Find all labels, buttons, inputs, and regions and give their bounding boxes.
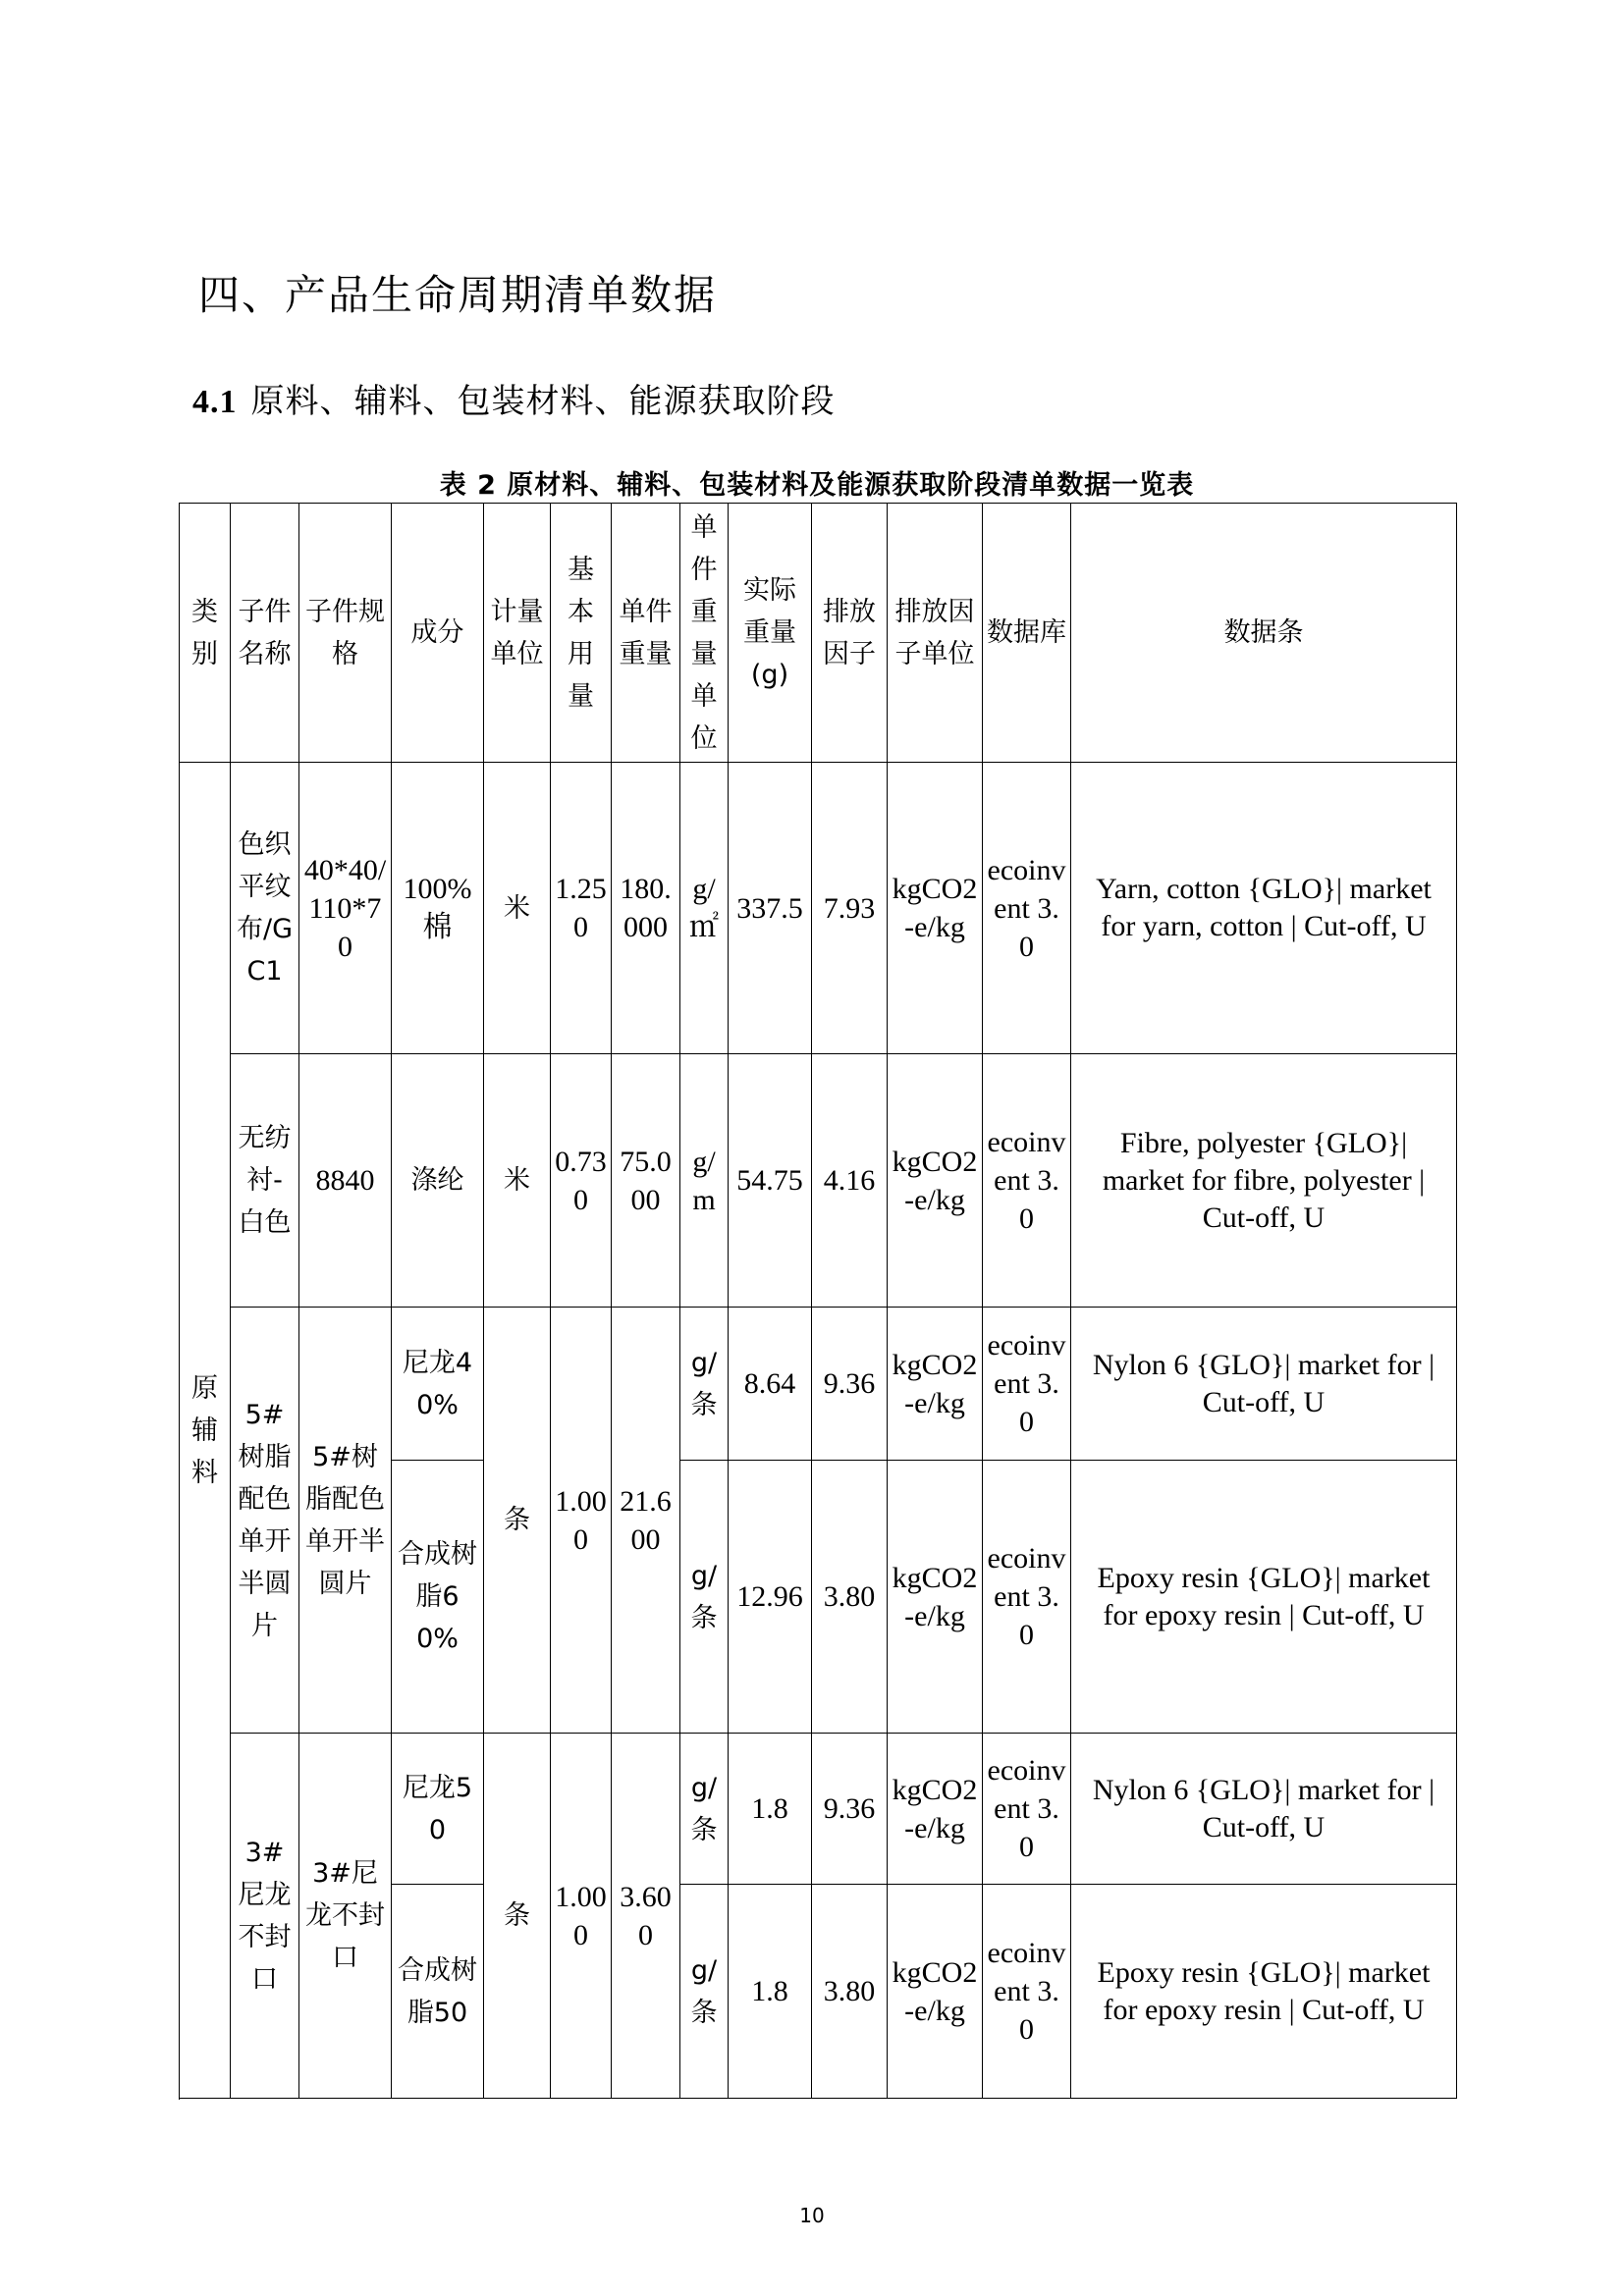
data-entry-cell: Epoxy resin {GLO}| market for epoxy resin | Cut-off, U <box>1071 1885 1457 2099</box>
item-spec-cell: 5#树脂配色单开半圆片 <box>299 1308 392 1734</box>
unit-weight-cell: 3.600 <box>612 1734 680 2099</box>
factor-cell: 4.16 <box>812 1054 888 1308</box>
composition-cell: 尼龙40% <box>392 1308 484 1461</box>
table-row <box>180 1054 1457 1308</box>
header-row <box>180 504 1457 763</box>
weight-unit-cell: g/条 <box>680 1734 729 1885</box>
composition-cell: 涤纶 <box>392 1054 484 1308</box>
header-cell: 数据库 <box>983 504 1071 763</box>
item-name-cell: 3#尼龙不封口 <box>231 1734 299 2099</box>
data-entry-cell: Yarn, cotton {GLO}| market for yarn, cotton | Cut-off, U <box>1071 763 1457 1054</box>
factor-unit-cell: kgCO2-e/kg <box>888 1308 983 1461</box>
factor-cell: 3.80 <box>812 1461 888 1734</box>
composition-cell: 尼龙50 <box>392 1734 484 1885</box>
header-cell: 类别 <box>180 504 231 763</box>
base-qty-cell: 1.250 <box>551 763 612 1054</box>
database-cell: ecoinvent 3.0 <box>983 1885 1071 2099</box>
lifecycle-inventory-table <box>179 503 1457 2099</box>
header-cell: 排放因子 <box>812 504 888 763</box>
actual-weight-cell: 12.96 <box>729 1461 812 1734</box>
actual-weight-cell: 1.8 <box>729 1885 812 2099</box>
header-cell: 单件重量单位 <box>680 504 729 763</box>
factor-cell: 9.36 <box>812 1308 888 1461</box>
factor-unit-cell: kgCO2-e/kg <box>888 1734 983 1885</box>
chapter-heading: 四、产品生命周期清单数据 <box>198 271 718 319</box>
factor-cell: 3.80 <box>812 1885 888 2099</box>
item-name-cell: 无纺衬-白色 <box>231 1054 299 1308</box>
item-spec-cell: 3#尼龙不封口 <box>299 1734 392 2099</box>
header-cell: 数据条 <box>1071 504 1457 763</box>
database-cell: ecoinvent 3.0 <box>983 1054 1071 1308</box>
database-cell: ecoinvent 3.0 <box>983 763 1071 1054</box>
section-title: 原料、辅料、包装材料、能源获取阶段 <box>250 382 836 421</box>
table-row <box>180 763 1457 1054</box>
unit-weight-cell: 180.000 <box>612 763 680 1054</box>
header-cell: 子件规格 <box>299 504 392 763</box>
unit-cell: 米 <box>484 763 551 1054</box>
category-cell: 原辅料 <box>180 763 231 2099</box>
composition-cell: 合成树脂50 <box>392 1885 484 2099</box>
unit-weight-cell: 75.000 <box>612 1054 680 1308</box>
unit-weight-cell: 21.600 <box>612 1308 680 1734</box>
data-entry-cell: Fibre, polyester {GLO}| market for fibre, polyester | Cut-off, U <box>1071 1054 1457 1308</box>
unit-cell: 条 <box>484 1734 551 2099</box>
header-cell: 单件重量 <box>612 504 680 763</box>
actual-weight-cell: 54.75 <box>729 1054 812 1308</box>
unit-cell: 条 <box>484 1308 551 1734</box>
factor-unit-cell: kgCO2-e/kg <box>888 763 983 1054</box>
header-cell: 成分 <box>392 504 484 763</box>
database-cell: ecoinvent 3.0 <box>983 1461 1071 1734</box>
page-number: 10 <box>799 2204 825 2227</box>
factor-cell: 9.36 <box>812 1734 888 1885</box>
data-entry-cell: Nylon 6 {GLO}| market for | Cut-off, U <box>1071 1308 1457 1461</box>
header-cell: 计量单位 <box>484 504 551 763</box>
base-qty-cell: 0.730 <box>551 1054 612 1308</box>
unit-cell: 米 <box>484 1054 551 1308</box>
composition-cell: 100%棉 <box>392 763 484 1054</box>
item-name-cell: 5#树脂配色单开半圆片 <box>231 1308 299 1734</box>
header-cell: 基本用量 <box>551 504 612 763</box>
header-cell: 子件名称 <box>231 504 299 763</box>
section-number: 4.1 <box>192 384 238 420</box>
header-cell: 排放因子单位 <box>888 504 983 763</box>
table-caption: 表 2 原材料、辅料、包装材料及能源获取阶段清单数据一览表 <box>439 470 1195 501</box>
weight-unit-cell: g/m <box>680 1054 729 1308</box>
factor-unit-cell: kgCO2-e/kg <box>888 1054 983 1308</box>
database-cell: ecoinvent 3.0 <box>983 1734 1071 1885</box>
database-cell: ecoinvent 3.0 <box>983 1308 1071 1461</box>
factor-unit-cell: kgCO2-e/kg <box>888 1885 983 2099</box>
item-spec-cell: 40*40/110*70 <box>299 763 392 1054</box>
weight-unit-cell: g/条 <box>680 1885 729 2099</box>
table-row <box>180 1308 1457 1461</box>
base-qty-cell: 1.000 <box>551 1308 612 1734</box>
data-entry-cell: Nylon 6 {GLO}| market for | Cut-off, U <box>1071 1734 1457 1885</box>
actual-weight-cell: 1.8 <box>729 1734 812 1885</box>
weight-unit-cell: g/㎡ <box>680 763 729 1054</box>
data-entry-cell: Epoxy resin {GLO}| market for epoxy resin | Cut-off, U <box>1071 1461 1457 1734</box>
factor-cell: 7.93 <box>812 763 888 1054</box>
composition-cell: 合成树脂60% <box>392 1461 484 1734</box>
item-spec-cell: 8840 <box>299 1054 392 1308</box>
factor-unit-cell: kgCO2-e/kg <box>888 1461 983 1734</box>
actual-weight-cell: 337.5 <box>729 763 812 1054</box>
header-cell: 实际重量(g) <box>729 504 812 763</box>
table-row <box>180 1734 1457 1885</box>
section-heading <box>192 374 836 422</box>
base-qty-cell: 1.000 <box>551 1734 612 2099</box>
weight-unit-cell: g/条 <box>680 1461 729 1734</box>
actual-weight-cell: 8.64 <box>729 1308 812 1461</box>
weight-unit-cell: g/条 <box>680 1308 729 1461</box>
item-name-cell: 色织平纹布/GC1 <box>231 763 299 1054</box>
